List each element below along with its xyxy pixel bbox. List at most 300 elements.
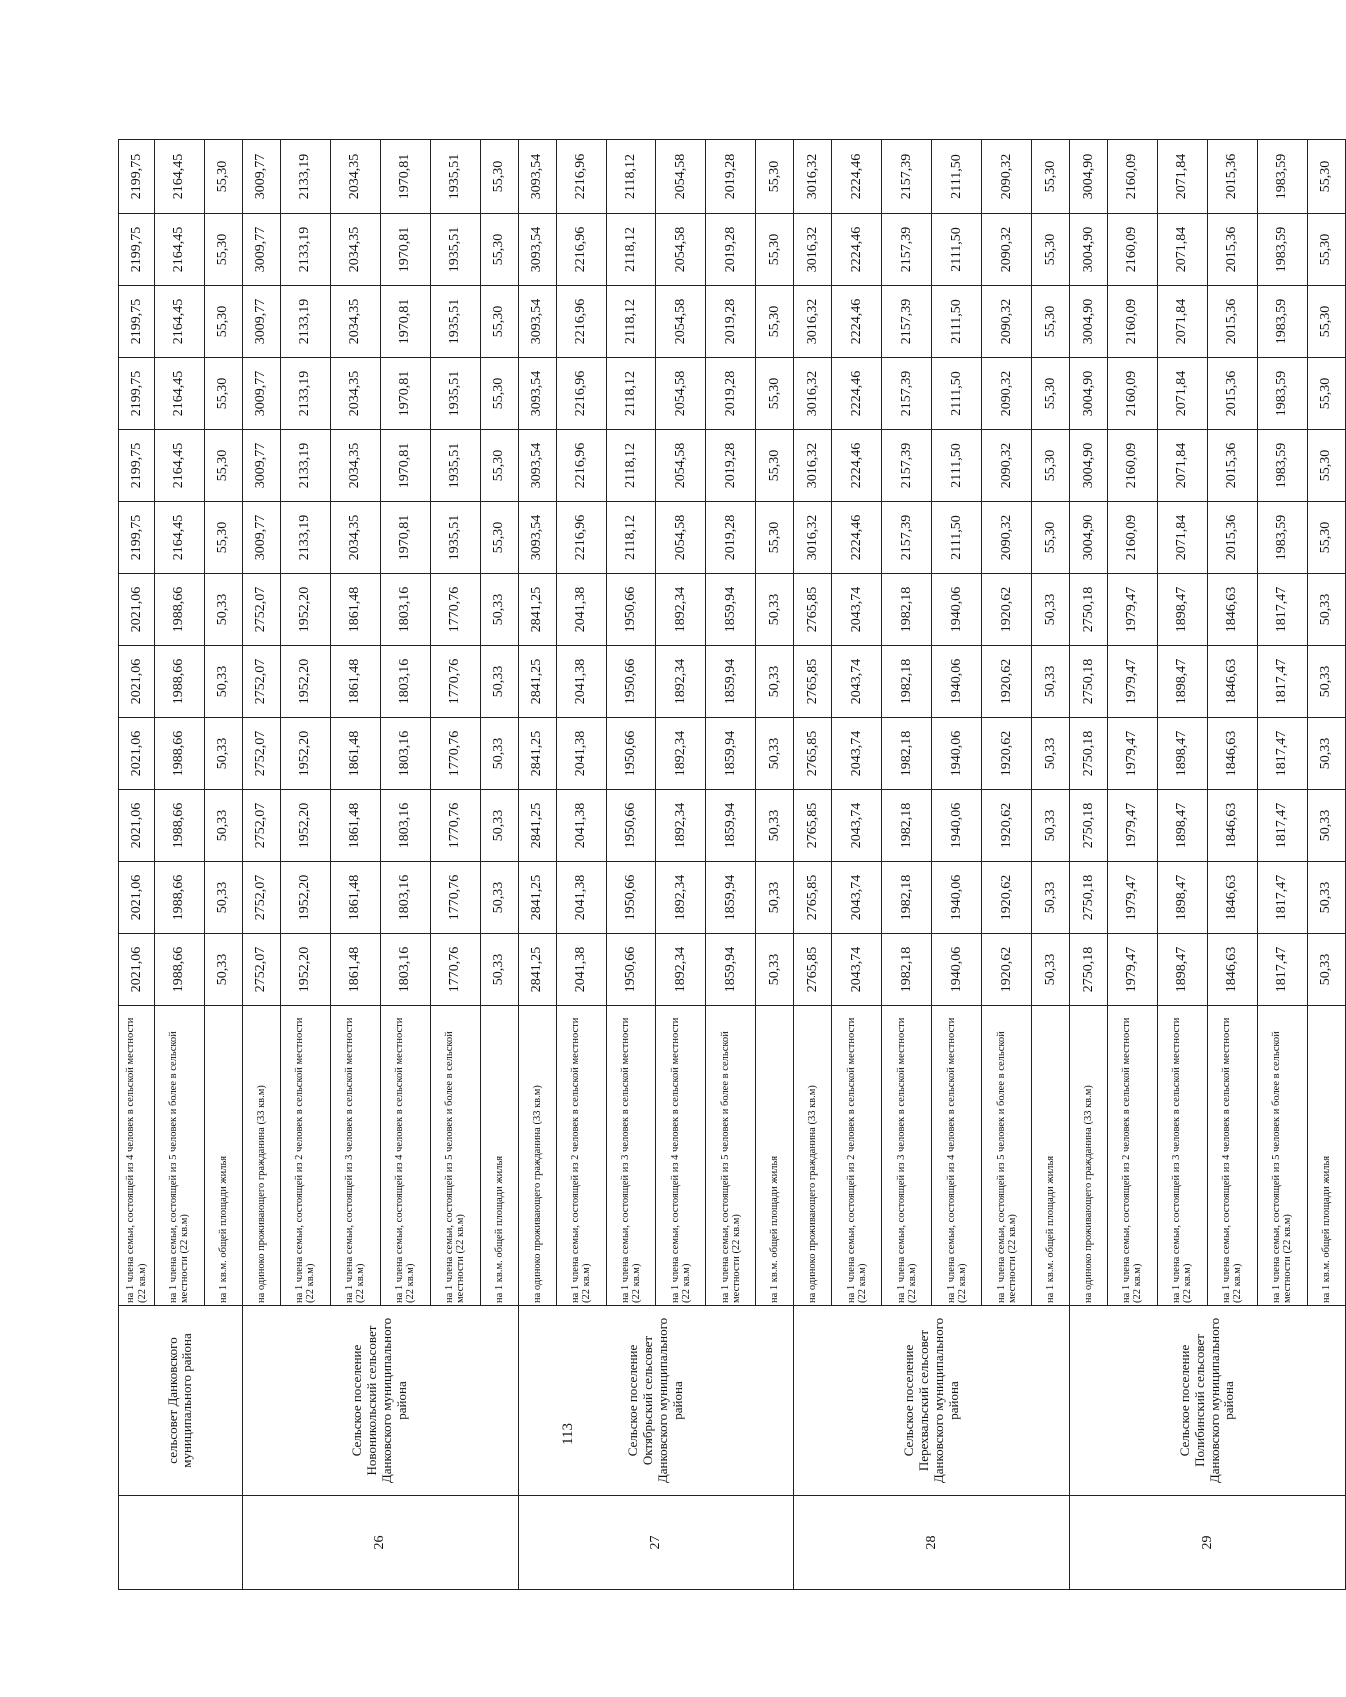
value-cell: 55,30 [1307, 358, 1345, 430]
value-cell: 2015,36 [1207, 214, 1257, 286]
rotated-table-wrapper [118, 140, 1346, 1590]
value-cell: 2160,09 [1107, 430, 1157, 502]
value-cell: 50,33 [1307, 934, 1345, 1006]
value-cell: 2841,25 [518, 790, 556, 862]
table-row [518, 140, 556, 1590]
value-cell: 2021,06 [119, 934, 155, 1006]
value-cell: 1892,34 [656, 574, 706, 646]
value-cell: 1952,20 [280, 862, 330, 934]
value-cell: 1982,18 [882, 574, 932, 646]
category-cell: на 1 члена семьи, состоящей из 2 человек в сельской местности (22 кв.м) [280, 1006, 330, 1306]
value-cell: 1935,51 [430, 430, 480, 502]
value-cell: 2021,06 [119, 646, 155, 718]
value-cell: 55,30 [756, 214, 794, 286]
category-cell: на 1 члена семьи, состоящей из 5 человек и более в сельской местности (22 кв.м) [1257, 1006, 1307, 1306]
value-cell: 50,33 [480, 934, 518, 1006]
value-cell: 3004,90 [1070, 286, 1108, 358]
value-cell: 55,30 [1307, 140, 1345, 214]
value-cell: 1982,18 [882, 934, 932, 1006]
value-cell: 1846,63 [1207, 646, 1257, 718]
value-cell: 3009,77 [242, 358, 280, 430]
value-cell: 2164,45 [155, 214, 205, 286]
value-cell: 1859,94 [706, 574, 756, 646]
category-cell: на 1 члена семьи, состоящей из 4 человек в сельской местности (22 кв.м) [932, 1006, 982, 1306]
value-cell: 1982,18 [882, 646, 932, 718]
value-cell: 2224,46 [832, 502, 882, 574]
value-cell: 2021,06 [119, 718, 155, 790]
value-cell: 1988,66 [155, 790, 205, 862]
value-cell: 2111,50 [932, 140, 982, 214]
category-cell: на 1 члена семьи, состоящей из 5 человек и более в сельской местности (22 кв.м) [982, 1006, 1032, 1306]
value-cell: 2090,32 [982, 430, 1032, 502]
value-cell: 50,33 [480, 718, 518, 790]
value-cell: 55,30 [480, 358, 518, 430]
value-cell: 2157,39 [882, 140, 932, 214]
value-cell: 2750,18 [1070, 574, 1108, 646]
category-cell: на 1 члена семьи, состоящей из 3 человек в сельской местности (22 кв.м) [606, 1006, 656, 1306]
value-cell: 1970,81 [380, 286, 430, 358]
value-cell: 2041,38 [556, 790, 606, 862]
value-cell: 1770,76 [430, 862, 480, 934]
value-cell: 55,30 [1032, 140, 1070, 214]
value-cell: 2841,25 [518, 574, 556, 646]
value-cell: 2043,74 [832, 934, 882, 1006]
value-cell: 2071,84 [1157, 286, 1207, 358]
value-cell: 2071,84 [1157, 140, 1207, 214]
value-cell: 1803,16 [380, 934, 430, 1006]
value-cell: 1935,51 [430, 502, 480, 574]
value-cell: 3016,32 [794, 286, 832, 358]
value-cell: 3009,77 [242, 214, 280, 286]
value-cell: 1898,47 [1157, 790, 1207, 862]
value-cell: 55,30 [480, 214, 518, 286]
value-cell: 50,33 [204, 934, 242, 1006]
value-cell: 2090,32 [982, 358, 1032, 430]
value-cell: 2043,74 [832, 718, 882, 790]
value-cell: 1979,47 [1107, 862, 1157, 934]
value-cell: 2752,07 [242, 574, 280, 646]
value-cell: 2019,28 [706, 502, 756, 574]
value-cell: 1970,81 [380, 140, 430, 214]
table-row [119, 140, 155, 1590]
value-cell: 55,30 [1032, 286, 1070, 358]
value-cell: 2157,39 [882, 502, 932, 574]
value-cell: 1982,18 [882, 718, 932, 790]
value-cell: 2765,85 [794, 790, 832, 862]
category-cell: на одиноко проживающего гражданина (33 кв.м) [794, 1006, 832, 1306]
value-cell: 2041,38 [556, 934, 606, 1006]
value-cell: 1898,47 [1157, 574, 1207, 646]
value-cell: 2041,38 [556, 646, 606, 718]
value-cell: 2133,19 [280, 502, 330, 574]
value-cell: 2752,07 [242, 862, 280, 934]
settlement-name-cell: Сельское поселение Октябрьский сельсовет Данковского муниципального района [518, 1306, 794, 1496]
category-cell: на 1 члена семьи, состоящей из 5 человек и более в сельской местности (22 кв.м) [155, 1006, 205, 1306]
value-cell: 2041,38 [556, 862, 606, 934]
value-cell: 3093,54 [518, 502, 556, 574]
value-cell: 3009,77 [242, 502, 280, 574]
value-cell: 2750,18 [1070, 934, 1108, 1006]
category-cell: на 1 кв.м. общей площади жилья [480, 1006, 518, 1306]
value-cell: 3093,54 [518, 286, 556, 358]
value-cell: 2216,96 [556, 502, 606, 574]
value-cell: 2034,35 [330, 430, 380, 502]
value-cell: 2071,84 [1157, 214, 1207, 286]
value-cell: 2054,58 [656, 214, 706, 286]
value-cell: 55,30 [756, 140, 794, 214]
value-cell: 2118,12 [606, 140, 656, 214]
value-cell: 2750,18 [1070, 790, 1108, 862]
value-cell: 50,33 [1307, 574, 1345, 646]
value-cell: 2841,25 [518, 934, 556, 1006]
value-cell: 3004,90 [1070, 358, 1108, 430]
value-cell: 1892,34 [656, 862, 706, 934]
value-cell: 2041,38 [556, 574, 606, 646]
value-cell: 2019,28 [706, 286, 756, 358]
value-cell: 2224,46 [832, 214, 882, 286]
value-cell: 55,30 [480, 286, 518, 358]
value-cell: 1950,66 [606, 718, 656, 790]
value-cell: 3016,32 [794, 140, 832, 214]
value-cell: 2043,74 [832, 646, 882, 718]
value-cell: 2750,18 [1070, 646, 1108, 718]
value-cell: 2765,85 [794, 862, 832, 934]
value-cell: 55,30 [1032, 358, 1070, 430]
value-cell: 2164,45 [155, 140, 205, 214]
value-cell: 1846,63 [1207, 790, 1257, 862]
value-cell: 2015,36 [1207, 140, 1257, 214]
value-cell: 2118,12 [606, 502, 656, 574]
value-cell: 1940,06 [932, 718, 982, 790]
value-cell: 2090,32 [982, 214, 1032, 286]
value-cell: 2160,09 [1107, 358, 1157, 430]
category-cell: на 1 члена семьи, состоящей из 4 человек в сельской местности (22 кв.м) [380, 1006, 430, 1306]
value-cell: 2118,12 [606, 358, 656, 430]
value-cell: 2111,50 [932, 214, 982, 286]
value-cell: 1952,20 [280, 646, 330, 718]
value-cell: 2111,50 [932, 430, 982, 502]
value-cell: 1940,06 [932, 934, 982, 1006]
value-cell: 2841,25 [518, 718, 556, 790]
value-cell: 1898,47 [1157, 862, 1207, 934]
value-cell: 50,33 [1032, 790, 1070, 862]
value-cell: 2752,07 [242, 718, 280, 790]
value-cell: 55,30 [204, 140, 242, 214]
value-cell: 55,30 [756, 430, 794, 502]
value-cell: 50,33 [756, 718, 794, 790]
category-cell: на 1 кв.м. общей площади жилья [756, 1006, 794, 1306]
value-cell: 50,33 [204, 790, 242, 862]
value-cell: 1846,63 [1207, 934, 1257, 1006]
value-cell: 2118,12 [606, 286, 656, 358]
value-cell: 2160,09 [1107, 502, 1157, 574]
value-cell: 55,30 [204, 358, 242, 430]
value-cell: 2216,96 [556, 358, 606, 430]
value-cell: 1983,59 [1257, 286, 1307, 358]
value-cell: 1988,66 [155, 862, 205, 934]
value-cell: 3093,54 [518, 358, 556, 430]
value-cell: 2133,19 [280, 140, 330, 214]
value-cell: 1803,16 [380, 862, 430, 934]
value-cell: 2071,84 [1157, 430, 1207, 502]
value-cell: 2019,28 [706, 140, 756, 214]
value-cell: 2034,35 [330, 502, 380, 574]
value-cell: 50,33 [1032, 646, 1070, 718]
value-cell: 1770,76 [430, 934, 480, 1006]
value-cell: 2765,85 [794, 646, 832, 718]
value-cell: 2015,36 [1207, 502, 1257, 574]
category-cell: на 1 кв.м. общей площади жилья [1307, 1006, 1345, 1306]
value-cell: 3016,32 [794, 502, 832, 574]
value-cell: 50,33 [1307, 862, 1345, 934]
category-cell: на 1 члена семьи, состоящей из 4 человек в сельской местности (22 кв.м) [1207, 1006, 1257, 1306]
value-cell: 50,33 [480, 790, 518, 862]
value-cell: 55,30 [1307, 286, 1345, 358]
value-cell: 2054,58 [656, 358, 706, 430]
value-cell: 2224,46 [832, 430, 882, 502]
value-cell: 2015,36 [1207, 286, 1257, 358]
value-cell: 2765,85 [794, 718, 832, 790]
value-cell: 2021,06 [119, 790, 155, 862]
value-cell: 2841,25 [518, 646, 556, 718]
value-cell: 1859,94 [706, 646, 756, 718]
value-cell: 1817,47 [1257, 862, 1307, 934]
group-number-cell: 26 [242, 1496, 518, 1590]
value-cell: 1979,47 [1107, 934, 1157, 1006]
value-cell: 2054,58 [656, 502, 706, 574]
category-cell: на 1 члена семьи, состоящей из 5 человек и более в сельской местности (22 кв.м) [706, 1006, 756, 1306]
table-row [242, 140, 280, 1590]
value-cell: 1970,81 [380, 214, 430, 286]
value-cell: 1859,94 [706, 862, 756, 934]
value-cell: 2216,96 [556, 214, 606, 286]
value-cell: 2133,19 [280, 214, 330, 286]
value-cell: 50,33 [204, 718, 242, 790]
value-cell: 2224,46 [832, 358, 882, 430]
value-cell: 2054,58 [656, 286, 706, 358]
value-cell: 1920,62 [982, 574, 1032, 646]
value-cell: 50,33 [204, 574, 242, 646]
value-cell: 2199,75 [119, 358, 155, 430]
value-cell: 1859,94 [706, 718, 756, 790]
value-cell: 50,33 [1032, 862, 1070, 934]
value-cell: 1979,47 [1107, 646, 1157, 718]
value-cell: 1770,76 [430, 718, 480, 790]
value-cell: 2841,25 [518, 862, 556, 934]
value-cell: 1846,63 [1207, 718, 1257, 790]
value-cell: 2034,35 [330, 214, 380, 286]
category-cell: на 1 члена семьи, состоящей из 3 человек в сельской местности (22 кв.м) [330, 1006, 380, 1306]
value-cell: 1988,66 [155, 718, 205, 790]
value-cell: 2019,28 [706, 430, 756, 502]
value-cell: 2090,32 [982, 502, 1032, 574]
value-cell: 2043,74 [832, 574, 882, 646]
value-cell: 2019,28 [706, 358, 756, 430]
value-cell: 1979,47 [1107, 574, 1157, 646]
value-cell: 2199,75 [119, 214, 155, 286]
category-cell: на одиноко проживающего гражданина (33 кв.м) [518, 1006, 556, 1306]
group-number-cell: 28 [794, 1496, 1070, 1590]
category-cell: на одиноко проживающего гражданина (33 кв.м) [1070, 1006, 1108, 1306]
value-cell: 1817,47 [1257, 574, 1307, 646]
value-cell: 1940,06 [932, 646, 982, 718]
value-cell: 2111,50 [932, 502, 982, 574]
value-cell: 55,30 [1307, 502, 1345, 574]
value-cell: 2752,07 [242, 790, 280, 862]
value-cell: 2133,19 [280, 286, 330, 358]
value-cell: 2054,58 [656, 430, 706, 502]
value-cell: 50,33 [756, 574, 794, 646]
value-cell: 3093,54 [518, 140, 556, 214]
value-cell: 3093,54 [518, 430, 556, 502]
value-cell: 2133,19 [280, 430, 330, 502]
value-cell: 1803,16 [380, 790, 430, 862]
value-cell: 1952,20 [280, 718, 330, 790]
value-cell: 55,30 [756, 502, 794, 574]
value-cell: 1770,76 [430, 574, 480, 646]
value-cell: 2765,85 [794, 934, 832, 1006]
value-cell: 1920,62 [982, 934, 1032, 1006]
value-cell: 1817,47 [1257, 790, 1307, 862]
category-cell: на 1 члена семьи, состоящей из 5 человек и более в сельской местности (22 кв.м) [430, 1006, 480, 1306]
group-number-cell: 27 [518, 1496, 794, 1590]
value-cell: 50,33 [1032, 718, 1070, 790]
value-cell: 2157,39 [882, 358, 932, 430]
value-cell: 2071,84 [1157, 502, 1207, 574]
value-cell: 1970,81 [380, 502, 430, 574]
value-cell: 55,30 [480, 140, 518, 214]
settlement-name-cell: Сельское поселение Новоникольский сельсовет Данковского муниципального района [242, 1306, 518, 1496]
table-body [119, 140, 1346, 1590]
value-cell: 1988,66 [155, 646, 205, 718]
value-cell: 2111,50 [932, 286, 982, 358]
value-cell: 3009,77 [242, 286, 280, 358]
value-cell: 55,30 [756, 286, 794, 358]
category-cell: на 1 члена семьи, состоящей из 2 человек в сельской местности (22 кв.м) [1107, 1006, 1157, 1306]
value-cell: 55,30 [1032, 214, 1070, 286]
value-cell: 2021,06 [119, 574, 155, 646]
value-cell: 2133,19 [280, 358, 330, 430]
value-cell: 2160,09 [1107, 214, 1157, 286]
value-cell: 1982,18 [882, 862, 932, 934]
value-cell: 2043,74 [832, 790, 882, 862]
value-cell: 2199,75 [119, 430, 155, 502]
value-cell: 1920,62 [982, 862, 1032, 934]
category-cell: на 1 члена семьи, состоящей из 4 человек в сельской местности (22 кв.м) [119, 1006, 155, 1306]
value-cell: 2216,96 [556, 140, 606, 214]
category-cell: на 1 члена семьи, состоящей из 2 человек в сельской местности (22 кв.м) [832, 1006, 882, 1306]
value-cell: 2157,39 [882, 286, 932, 358]
value-cell: 1935,51 [430, 214, 480, 286]
value-cell: 1892,34 [656, 790, 706, 862]
table-row [1070, 140, 1108, 1590]
value-cell: 3009,77 [242, 430, 280, 502]
category-cell: на 1 члена семьи, состоящей из 3 человек в сельской местности (22 кв.м) [1157, 1006, 1207, 1306]
value-cell: 2021,06 [119, 862, 155, 934]
value-cell: 2765,85 [794, 574, 832, 646]
value-cell: 1950,66 [606, 934, 656, 1006]
category-cell: на 1 члена семьи, состоящей из 4 человек в сельской местности (22 кв.м) [656, 1006, 706, 1306]
value-cell: 1979,47 [1107, 718, 1157, 790]
value-cell: 1770,76 [430, 790, 480, 862]
value-cell: 1861,48 [330, 790, 380, 862]
value-cell: 2224,46 [832, 286, 882, 358]
value-cell: 2199,75 [119, 286, 155, 358]
settlement-name-cell: Сельское поселение Перехвальский сельсовет Данковского муниципального района [794, 1306, 1070, 1496]
value-cell: 55,30 [1032, 502, 1070, 574]
value-cell: 2199,75 [119, 140, 155, 214]
value-cell: 1983,59 [1257, 140, 1307, 214]
value-cell: 1859,94 [706, 934, 756, 1006]
value-cell: 2157,39 [882, 214, 932, 286]
value-cell: 50,33 [480, 574, 518, 646]
category-cell: на 1 кв.м. общей площади жилья [204, 1006, 242, 1306]
value-cell: 1770,76 [430, 646, 480, 718]
value-cell: 1940,06 [932, 862, 982, 934]
value-cell: 2015,36 [1207, 430, 1257, 502]
value-cell: 50,33 [1307, 718, 1345, 790]
value-cell: 2216,96 [556, 286, 606, 358]
group-number-cell: 29 [1070, 1496, 1346, 1590]
settlement-name-cell: сельсовет Данковского муниципального района [119, 1306, 243, 1496]
value-cell: 2019,28 [706, 214, 756, 286]
value-cell: 1952,20 [280, 934, 330, 1006]
value-cell: 1920,62 [982, 790, 1032, 862]
value-cell: 55,30 [1307, 430, 1345, 502]
value-cell: 1970,81 [380, 358, 430, 430]
value-cell: 2752,07 [242, 646, 280, 718]
value-cell: 3004,90 [1070, 214, 1108, 286]
category-cell: на 1 кв.м. общей площади жилья [1032, 1006, 1070, 1306]
value-cell: 1988,66 [155, 574, 205, 646]
value-cell: 2750,18 [1070, 862, 1108, 934]
value-cell: 1859,94 [706, 790, 756, 862]
value-cell: 2111,50 [932, 358, 982, 430]
value-cell: 2015,36 [1207, 358, 1257, 430]
value-cell: 2071,84 [1157, 358, 1207, 430]
value-cell: 1970,81 [380, 430, 430, 502]
value-cell: 2054,58 [656, 140, 706, 214]
value-cell: 1892,34 [656, 934, 706, 1006]
value-cell: 1861,48 [330, 934, 380, 1006]
value-cell: 1861,48 [330, 646, 380, 718]
value-cell: 3004,90 [1070, 430, 1108, 502]
value-cell: 1952,20 [280, 790, 330, 862]
value-cell: 3093,54 [518, 214, 556, 286]
value-cell: 1861,48 [330, 718, 380, 790]
value-cell: 55,30 [204, 502, 242, 574]
value-cell: 1952,20 [280, 574, 330, 646]
value-cell: 50,33 [204, 646, 242, 718]
value-cell: 1950,66 [606, 790, 656, 862]
value-cell: 2118,12 [606, 214, 656, 286]
value-cell: 2090,32 [982, 140, 1032, 214]
value-cell: 1892,34 [656, 646, 706, 718]
value-cell: 1817,47 [1257, 646, 1307, 718]
value-cell: 1988,66 [155, 934, 205, 1006]
value-cell: 1935,51 [430, 140, 480, 214]
value-cell: 1892,34 [656, 718, 706, 790]
value-cell: 50,33 [756, 934, 794, 1006]
value-cell: 1846,63 [1207, 574, 1257, 646]
value-cell: 1950,66 [606, 574, 656, 646]
value-cell: 2034,35 [330, 140, 380, 214]
value-cell: 2043,74 [832, 862, 882, 934]
value-cell: 2199,75 [119, 502, 155, 574]
value-cell: 1982,18 [882, 790, 932, 862]
value-cell: 1920,62 [982, 718, 1032, 790]
value-cell: 55,30 [480, 502, 518, 574]
